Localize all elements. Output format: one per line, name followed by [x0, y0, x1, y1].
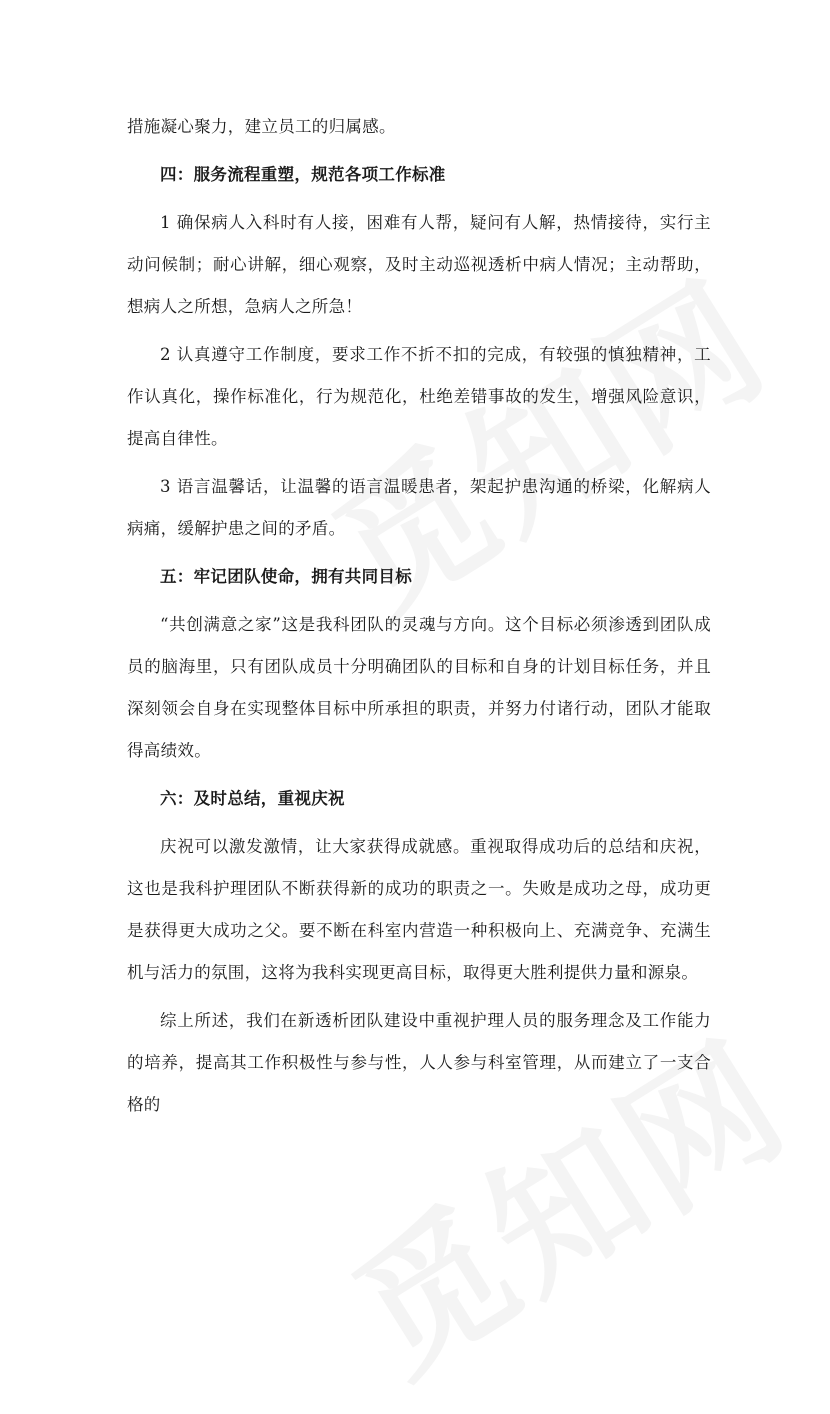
- paragraph-celebration: 庆祝可以激发激情，让大家获得成就感。重视取得成功后的总结和庆祝，这也是我科护理团队不断获得新的成功的职责之一。失败是成功之母，成功更是获得更大成功之父。要不断在科室内营造一种积极向上、充满竞争、充满生机与活力的氛围，这将为我科实现更高目标，取得更大胜利提供力量和源泉。: [127, 837, 711, 982]
- paragraph-summary: 综上所述，我们在新透析团队建设中重视护理人员的服务理念及工作能力的培养，提高其工作积极性与参与性，人人参与科室管理，从而建立了一支合格的: [127, 1011, 711, 1114]
- paragraph-team-goal: “共创满意之家”这是我科团队的灵魂与方向。这个目标必须渗透到团队成员的脑海里，只有团队成员十分明确团队的目标和自身的计划目标任务，并且深刻领会自身在实现整体目标中所承担的职责，并努力付诸行动，团队才能取得高绩效。: [127, 615, 711, 760]
- paragraph-continuation: 措施凝心聚力，建立员工的归属感。: [127, 117, 396, 136]
- paragraph-item-2: 2 认真遵守工作制度，要求工作不折不扣的完成，有较强的慎独精神，工作认真化，操作标准化，行为规范化，杜绝差错事故的发生，增强风险意识，提高自律性。: [127, 345, 711, 448]
- section-heading-4: 四：服务流程重塑，规范各项工作标准: [160, 165, 446, 184]
- paragraph-item-1: 1 确保病人入科时有人接，困难有人帮，疑问有人解，热情接待，实行主动问候制；耐心讲解，细心观察，及时主动巡视透析中病人情况；主动帮助，想病人之所想，急病人之所急！: [127, 213, 711, 316]
- section-heading-6: 六：及时总结，重视庆祝: [160, 789, 345, 808]
- paragraph-item-3: 3 语言温馨话，让温馨的语言温暖患者，架起护患沟通的桥梁，化解病人病痛，缓解护患之间的矛盾。: [127, 477, 711, 538]
- document-body: [127, 106, 711, 1126]
- section-heading-5: 五：牢记团队使命，拥有共同目标: [160, 567, 412, 586]
